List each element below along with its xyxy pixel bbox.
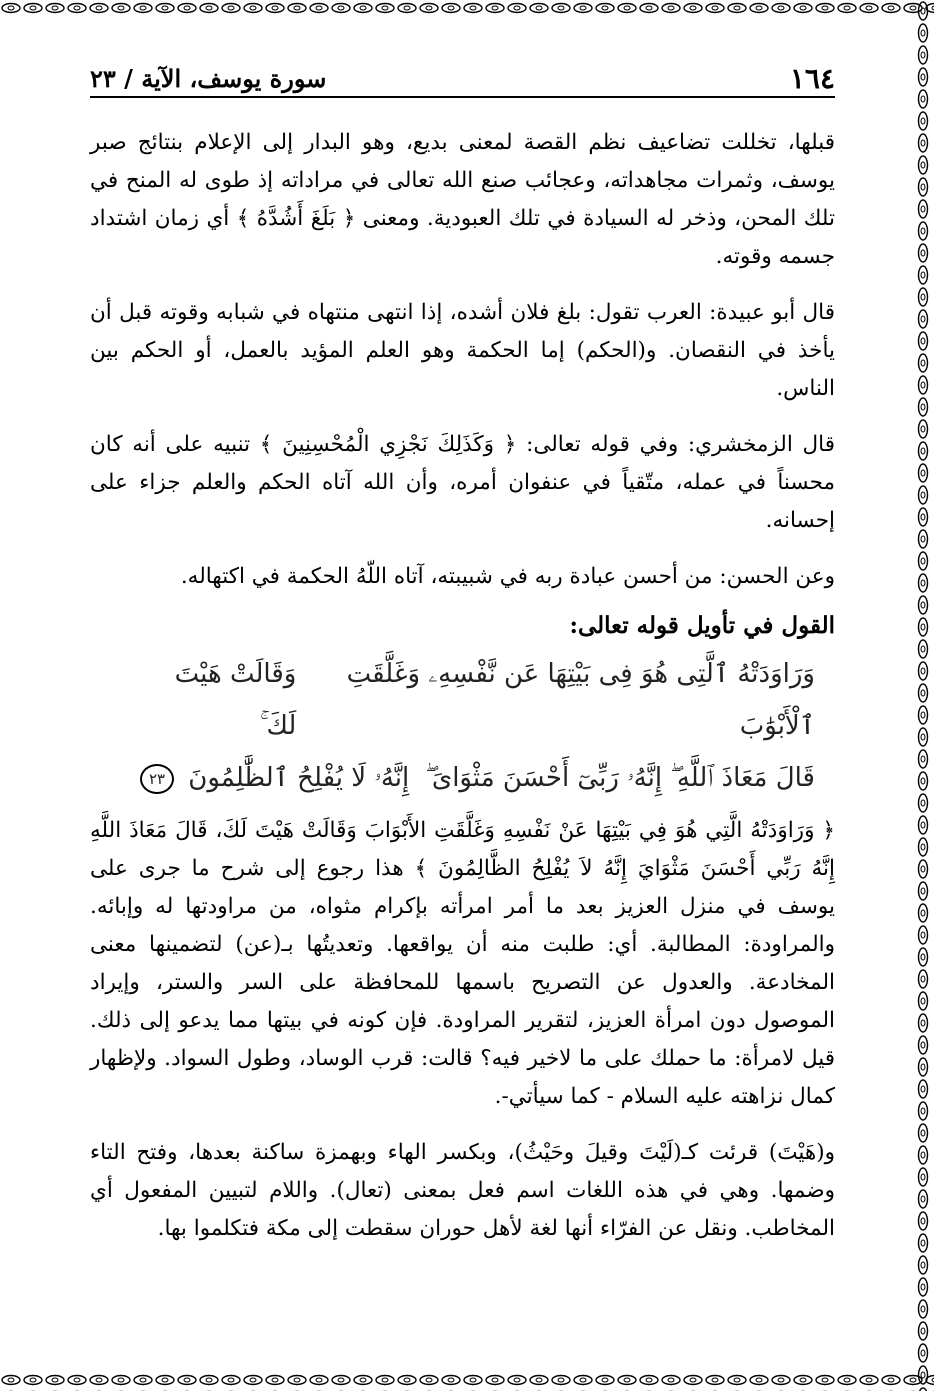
verse-segment-end bbox=[140, 752, 409, 804]
paragraph-3: قال الزمخشري: وفي قوله تعالى: ﴿ وَكَذَلِكَ نَجْزِي الْمُحْسِنِينَ ﴾ تنبيه على أنه كان محسناً في عمله، متّقياً في عنفوان أمره، وأن الله آتاه الحكم والعلم جزاء على إحسانه. bbox=[90, 432, 835, 533]
verse-segment: وَرَاوَدَتْهُ ٱلَّتِى هُوَ فِى بَيْتِهَا عَن نَّفْسِهِۦ وَغَلَّقَتِ ٱلْأَبْوَٰبَ bbox=[346, 659, 815, 741]
verse-number-badge: ٢٣ bbox=[140, 764, 174, 794]
quran-verse bbox=[140, 648, 815, 804]
paragraph-5: ﴿ وَرَاوَدَتْهُ الَّتِي هُوَ فِي بَيْتِهَا عَنْ نَفْسِهِ وَغَلَّقَتِ الأَبْوَابَ وَقَالَتْ هَيْتَ لَكَ، قَالَ مَعَاذَ اللَّهِ إِنَّهُ رَبِّي أَحْسَنَ مَثْوَايَ إِنَّهُ لاَ يُفْلِحُ الظَّالِمُونَ ﴾ هذا رجوع إلى شرح ما جرى على يوسف في منزل العزيز بعد ما أمر امرأته بإكرام مثواه، من مراودتها له وإبائه. والمراودة: المطالبة. أي: طلبت منه أن يواقعها. وتعديتُها بـ(عن) لتضمينها معنى المخادعة. والعدول عن التصريح باسمها للمحافظة على السر والستر، وإيراد الموصول دون امرأة العزيز، لتقرير المراودة. فإن كونه في بيتها مما يدعو إلى ذلك. قيل لامرأة: ما حملك على ما لاخير فيه؟ قالت: قرب الوساد، وطول السواد. ولإظهار كمال نزاهته عليه السلام - كما سيأتي-. bbox=[90, 818, 835, 1109]
book-page bbox=[90, 60, 835, 1355]
verse-segment: إِنَّهُۥ لَا يُفْلِحُ ٱلظَّٰلِمُونَ bbox=[188, 763, 410, 793]
section-heading: القول في تأويل قوله تعالى: bbox=[569, 612, 835, 639]
paragraph-1: قبلها، تخللت تضاعيف نظم القصة لمعنى بديع، وهو البدار إلى الإعلام بنتائج صبر يوسف، وثمرات مجاهداته، وعجائب صنع الله تعالى في مراداته إذ طوى له المنح في تلك المحن، وذخر له السيادة في تلك العبودية. ومعنى ﴿ بَلَغَ أَشُدَّهُ ﴾ أي زمان اشتداد جسمه وقوته. bbox=[90, 130, 835, 269]
verse-line-1 bbox=[140, 648, 815, 752]
verse-line-2 bbox=[140, 752, 815, 804]
verse-segment: قَالَ مَعَاذَ ٱللَّهِ ۖ إِنَّهُۥ رَبِّىٓ أَحْسَنَ مَثْوَاىَ ۖ bbox=[425, 763, 815, 793]
decorative-border-top bbox=[0, 0, 934, 16]
paragraph-6: و(هَيْتَ) قرئت كـ(لَيْتَ وقيلَ وحَيْثُ)، وبكسر الهاء وبهمزة ساكنة بعدها، وفتح التاء وضمها. وهي في هذه اللغات اسم فعل بمعنى (تعال). واللام لتبيين المفعول أي المخاطب. ونقل عن الفرّاء أنها لغة لأهل حوران سقطت إلى مكة فتكلموا بها. bbox=[90, 1140, 835, 1241]
paragraph-4: وعن الحسن: من أحسن عبادة ربه في شبيبته، آتاه اللّهُ الحكمة في اكتهاله. bbox=[180, 564, 835, 589]
decorative-border-right bbox=[912, 0, 934, 1391]
decorative-border-bottom bbox=[0, 1372, 934, 1391]
page-content bbox=[90, 124, 835, 1248]
running-title: سورة يوسف، الآية / ٢٣ bbox=[90, 64, 327, 93]
verse-segment: وَقَالَتْ هَيْتَ لَكَ ۚ bbox=[174, 659, 297, 741]
paragraph-2: قال أبو عبيدة: العرب تقول: بلغ فلان أشده، إذا انتهى منتهاه في شبابه وقوته قبل أن يأخذ في النقصان. و(الحكم) إما الحكمة وهو العلم المؤيد بالعمل، أو الحكم بين الناس. bbox=[90, 300, 835, 401]
page-number: ١٦٤ bbox=[789, 62, 835, 95]
page-header bbox=[90, 60, 835, 98]
